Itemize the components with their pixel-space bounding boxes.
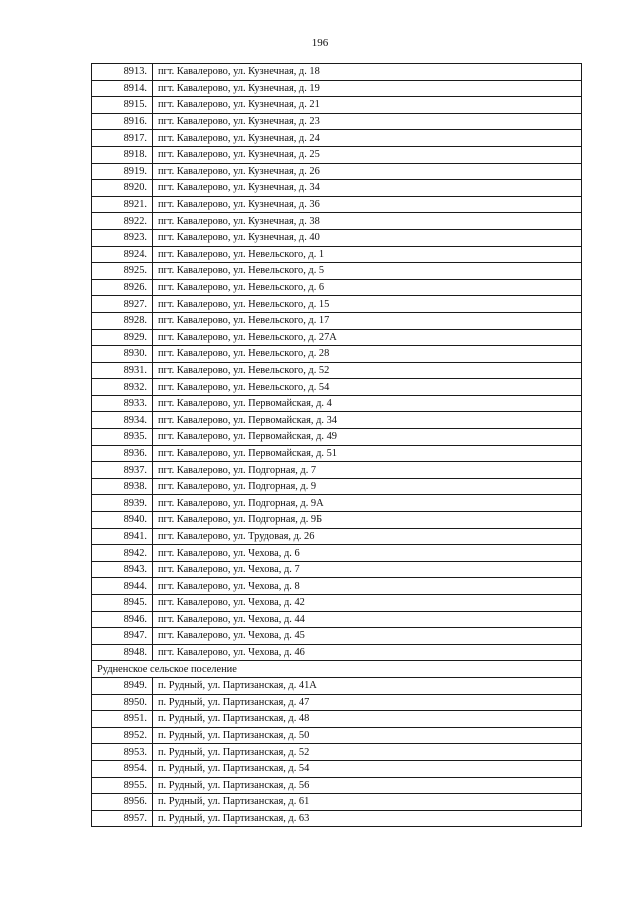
address-cell: пгт. Кавалерово, ул. Чехова, д. 44 xyxy=(153,611,582,628)
row-number-cell: 8941. xyxy=(92,528,153,545)
row-number-cell: 8934. xyxy=(92,412,153,429)
address-cell: пгт. Кавалерово, ул. Чехова, д. 7 xyxy=(153,561,582,578)
row-number-cell: 8915. xyxy=(92,97,153,114)
table-row xyxy=(92,595,582,612)
table-row xyxy=(92,213,582,230)
row-number-cell: 8935. xyxy=(92,429,153,446)
row-number-cell: 8946. xyxy=(92,611,153,628)
address-cell: пгт. Кавалерово, ул. Чехова, д. 42 xyxy=(153,595,582,612)
table-row xyxy=(92,329,582,346)
table-row xyxy=(92,279,582,296)
table-row xyxy=(92,64,582,81)
table-row xyxy=(92,429,582,446)
address-cell: пгт. Кавалерово, ул. Чехова, д. 45 xyxy=(153,628,582,645)
registry-table-body xyxy=(92,64,582,827)
address-cell: пгт. Кавалерово, ул. Кузнечная, д. 24 xyxy=(153,130,582,147)
address-cell: пгт. Кавалерово, ул. Невельского, д. 15 xyxy=(153,296,582,313)
row-number-cell: 8916. xyxy=(92,113,153,130)
row-number-cell: 8942. xyxy=(92,545,153,562)
row-number-cell: 8919. xyxy=(92,163,153,180)
row-number-cell: 8953. xyxy=(92,744,153,761)
table-row xyxy=(92,694,582,711)
table-row xyxy=(92,362,582,379)
row-number-cell: 8943. xyxy=(92,561,153,578)
address-cell: пгт. Кавалерово, ул. Первомайская, д. 34 xyxy=(153,412,582,429)
address-cell: п. Рудный, ул. Партизанская, д. 52 xyxy=(153,744,582,761)
table-row xyxy=(92,760,582,777)
table-row xyxy=(92,97,582,114)
address-cell: пгт. Кавалерово, ул. Невельского, д. 52 xyxy=(153,362,582,379)
address-cell: п. Рудный, ул. Партизанская, д. 50 xyxy=(153,727,582,744)
table-row xyxy=(92,445,582,462)
table-row xyxy=(92,744,582,761)
address-registry-table xyxy=(91,63,582,827)
address-cell: пгт. Кавалерово, ул. Невельского, д. 27А xyxy=(153,329,582,346)
table-row xyxy=(92,263,582,280)
address-cell: пгт. Кавалерово, ул. Первомайская, д. 51 xyxy=(153,445,582,462)
table-row xyxy=(92,412,582,429)
address-cell: п. Рудный, ул. Партизанская, д. 61 xyxy=(153,794,582,811)
table-row xyxy=(92,677,582,694)
table-row xyxy=(92,727,582,744)
row-number-cell: 8937. xyxy=(92,462,153,479)
section-title: Рудненское сельское поселение xyxy=(92,661,582,678)
address-cell: пгт. Кавалерово, ул. Невельского, д. 54 xyxy=(153,379,582,396)
address-cell: п. Рудный, ул. Партизанская, д. 41А xyxy=(153,677,582,694)
table-row xyxy=(92,545,582,562)
table-row xyxy=(92,163,582,180)
row-number-cell: 8927. xyxy=(92,296,153,313)
table-row xyxy=(92,346,582,363)
address-cell: п. Рудный, ул. Партизанская, д. 63 xyxy=(153,810,582,827)
address-cell: пгт. Кавалерово, ул. Кузнечная, д. 19 xyxy=(153,80,582,97)
row-number-cell: 8923. xyxy=(92,229,153,246)
table-row xyxy=(92,296,582,313)
table-row xyxy=(92,628,582,645)
table-row xyxy=(92,196,582,213)
row-number-cell: 8944. xyxy=(92,578,153,595)
row-number-cell: 8917. xyxy=(92,130,153,147)
table-row xyxy=(92,395,582,412)
row-number-cell: 8924. xyxy=(92,246,153,263)
address-cell: п. Рудный, ул. Партизанская, д. 48 xyxy=(153,711,582,728)
row-number-cell: 8957. xyxy=(92,810,153,827)
address-cell: пгт. Кавалерово, ул. Невельского, д. 28 xyxy=(153,346,582,363)
address-cell: пгт. Кавалерово, ул. Первомайская, д. 49 xyxy=(153,429,582,446)
row-number-cell: 8939. xyxy=(92,495,153,512)
address-cell: пгт. Кавалерово, ул. Чехова, д. 46 xyxy=(153,644,582,661)
row-number-cell: 8938. xyxy=(92,478,153,495)
address-cell: пгт. Кавалерово, ул. Кузнечная, д. 36 xyxy=(153,196,582,213)
table-row xyxy=(92,229,582,246)
row-number-cell: 8914. xyxy=(92,80,153,97)
row-number-cell: 8926. xyxy=(92,279,153,296)
address-cell: пгт. Кавалерово, ул. Кузнечная, д. 18 xyxy=(153,64,582,81)
row-number-cell: 8950. xyxy=(92,694,153,711)
address-cell: пгт. Кавалерово, ул. Невельского, д. 5 xyxy=(153,263,582,280)
address-cell: пгт. Кавалерово, ул. Подгорная, д. 9 xyxy=(153,478,582,495)
table-row xyxy=(92,379,582,396)
address-cell: пгт. Кавалерово, ул. Трудовая, д. 26 xyxy=(153,528,582,545)
table-row xyxy=(92,246,582,263)
table-row xyxy=(92,180,582,197)
row-number-cell: 8925. xyxy=(92,263,153,280)
row-number-cell: 8913. xyxy=(92,64,153,81)
row-number-cell: 8954. xyxy=(92,760,153,777)
table-row xyxy=(92,462,582,479)
table-row xyxy=(92,810,582,827)
address-cell: пгт. Кавалерово, ул. Кузнечная, д. 21 xyxy=(153,97,582,114)
table-row xyxy=(92,578,582,595)
address-cell: пгт. Кавалерово, ул. Кузнечная, д. 26 xyxy=(153,163,582,180)
address-cell: п. Рудный, ул. Партизанская, д. 56 xyxy=(153,777,582,794)
table-row xyxy=(92,146,582,163)
address-cell: пгт. Кавалерово, ул. Невельского, д. 17 xyxy=(153,312,582,329)
address-cell: пгт. Кавалерово, ул. Кузнечная, д. 38 xyxy=(153,213,582,230)
address-cell: пгт. Кавалерово, ул. Чехова, д. 8 xyxy=(153,578,582,595)
row-number-cell: 8948. xyxy=(92,644,153,661)
address-cell: пгт. Кавалерово, ул. Первомайская, д. 4 xyxy=(153,395,582,412)
table-row xyxy=(92,113,582,130)
row-number-cell: 8921. xyxy=(92,196,153,213)
table-row xyxy=(92,777,582,794)
row-number-cell: 8918. xyxy=(92,146,153,163)
address-cell: пгт. Кавалерово, ул. Кузнечная, д. 40 xyxy=(153,229,582,246)
table-row xyxy=(92,130,582,147)
table-row xyxy=(92,312,582,329)
row-number-cell: 8932. xyxy=(92,379,153,396)
row-number-cell: 8920. xyxy=(92,180,153,197)
address-cell: пгт. Кавалерово, ул. Невельского, д. 6 xyxy=(153,279,582,296)
address-cell: пгт. Кавалерово, ул. Подгорная, д. 9А xyxy=(153,495,582,512)
address-cell: п. Рудный, ул. Партизанская, д. 47 xyxy=(153,694,582,711)
row-number-cell: 8933. xyxy=(92,395,153,412)
row-number-cell: 8922. xyxy=(92,213,153,230)
row-number-cell: 8955. xyxy=(92,777,153,794)
address-cell: пгт. Кавалерово, ул. Подгорная, д. 9Б xyxy=(153,512,582,529)
address-cell: пгт. Кавалерово, ул. Подгорная, д. 7 xyxy=(153,462,582,479)
address-cell: пгт. Кавалерово, ул. Кузнечная, д. 25 xyxy=(153,146,582,163)
section-header-row xyxy=(92,661,582,678)
address-cell: пгт. Кавалерово, ул. Кузнечная, д. 23 xyxy=(153,113,582,130)
row-number-cell: 8952. xyxy=(92,727,153,744)
table-row xyxy=(92,528,582,545)
row-number-cell: 8947. xyxy=(92,628,153,645)
table-row xyxy=(92,794,582,811)
row-number-cell: 8949. xyxy=(92,677,153,694)
table-row xyxy=(92,611,582,628)
row-number-cell: 8940. xyxy=(92,512,153,529)
row-number-cell: 8929. xyxy=(92,329,153,346)
table-row xyxy=(92,512,582,529)
row-number-cell: 8956. xyxy=(92,794,153,811)
table-row xyxy=(92,495,582,512)
row-number-cell: 8931. xyxy=(92,362,153,379)
row-number-cell: 8936. xyxy=(92,445,153,462)
row-number-cell: 8928. xyxy=(92,312,153,329)
address-cell: п. Рудный, ул. Партизанская, д. 54 xyxy=(153,760,582,777)
table-row xyxy=(92,561,582,578)
table-row xyxy=(92,644,582,661)
address-cell: пгт. Кавалерово, ул. Чехова, д. 6 xyxy=(153,545,582,562)
row-number-cell: 8945. xyxy=(92,595,153,612)
address-cell: пгт. Кавалерово, ул. Невельского, д. 1 xyxy=(153,246,582,263)
row-number-cell: 8930. xyxy=(92,346,153,363)
table-row xyxy=(92,80,582,97)
table-row xyxy=(92,478,582,495)
page-number: 196 xyxy=(311,37,329,49)
row-number-cell: 8951. xyxy=(92,711,153,728)
table-row xyxy=(92,711,582,728)
address-cell: пгт. Кавалерово, ул. Кузнечная, д. 34 xyxy=(153,180,582,197)
